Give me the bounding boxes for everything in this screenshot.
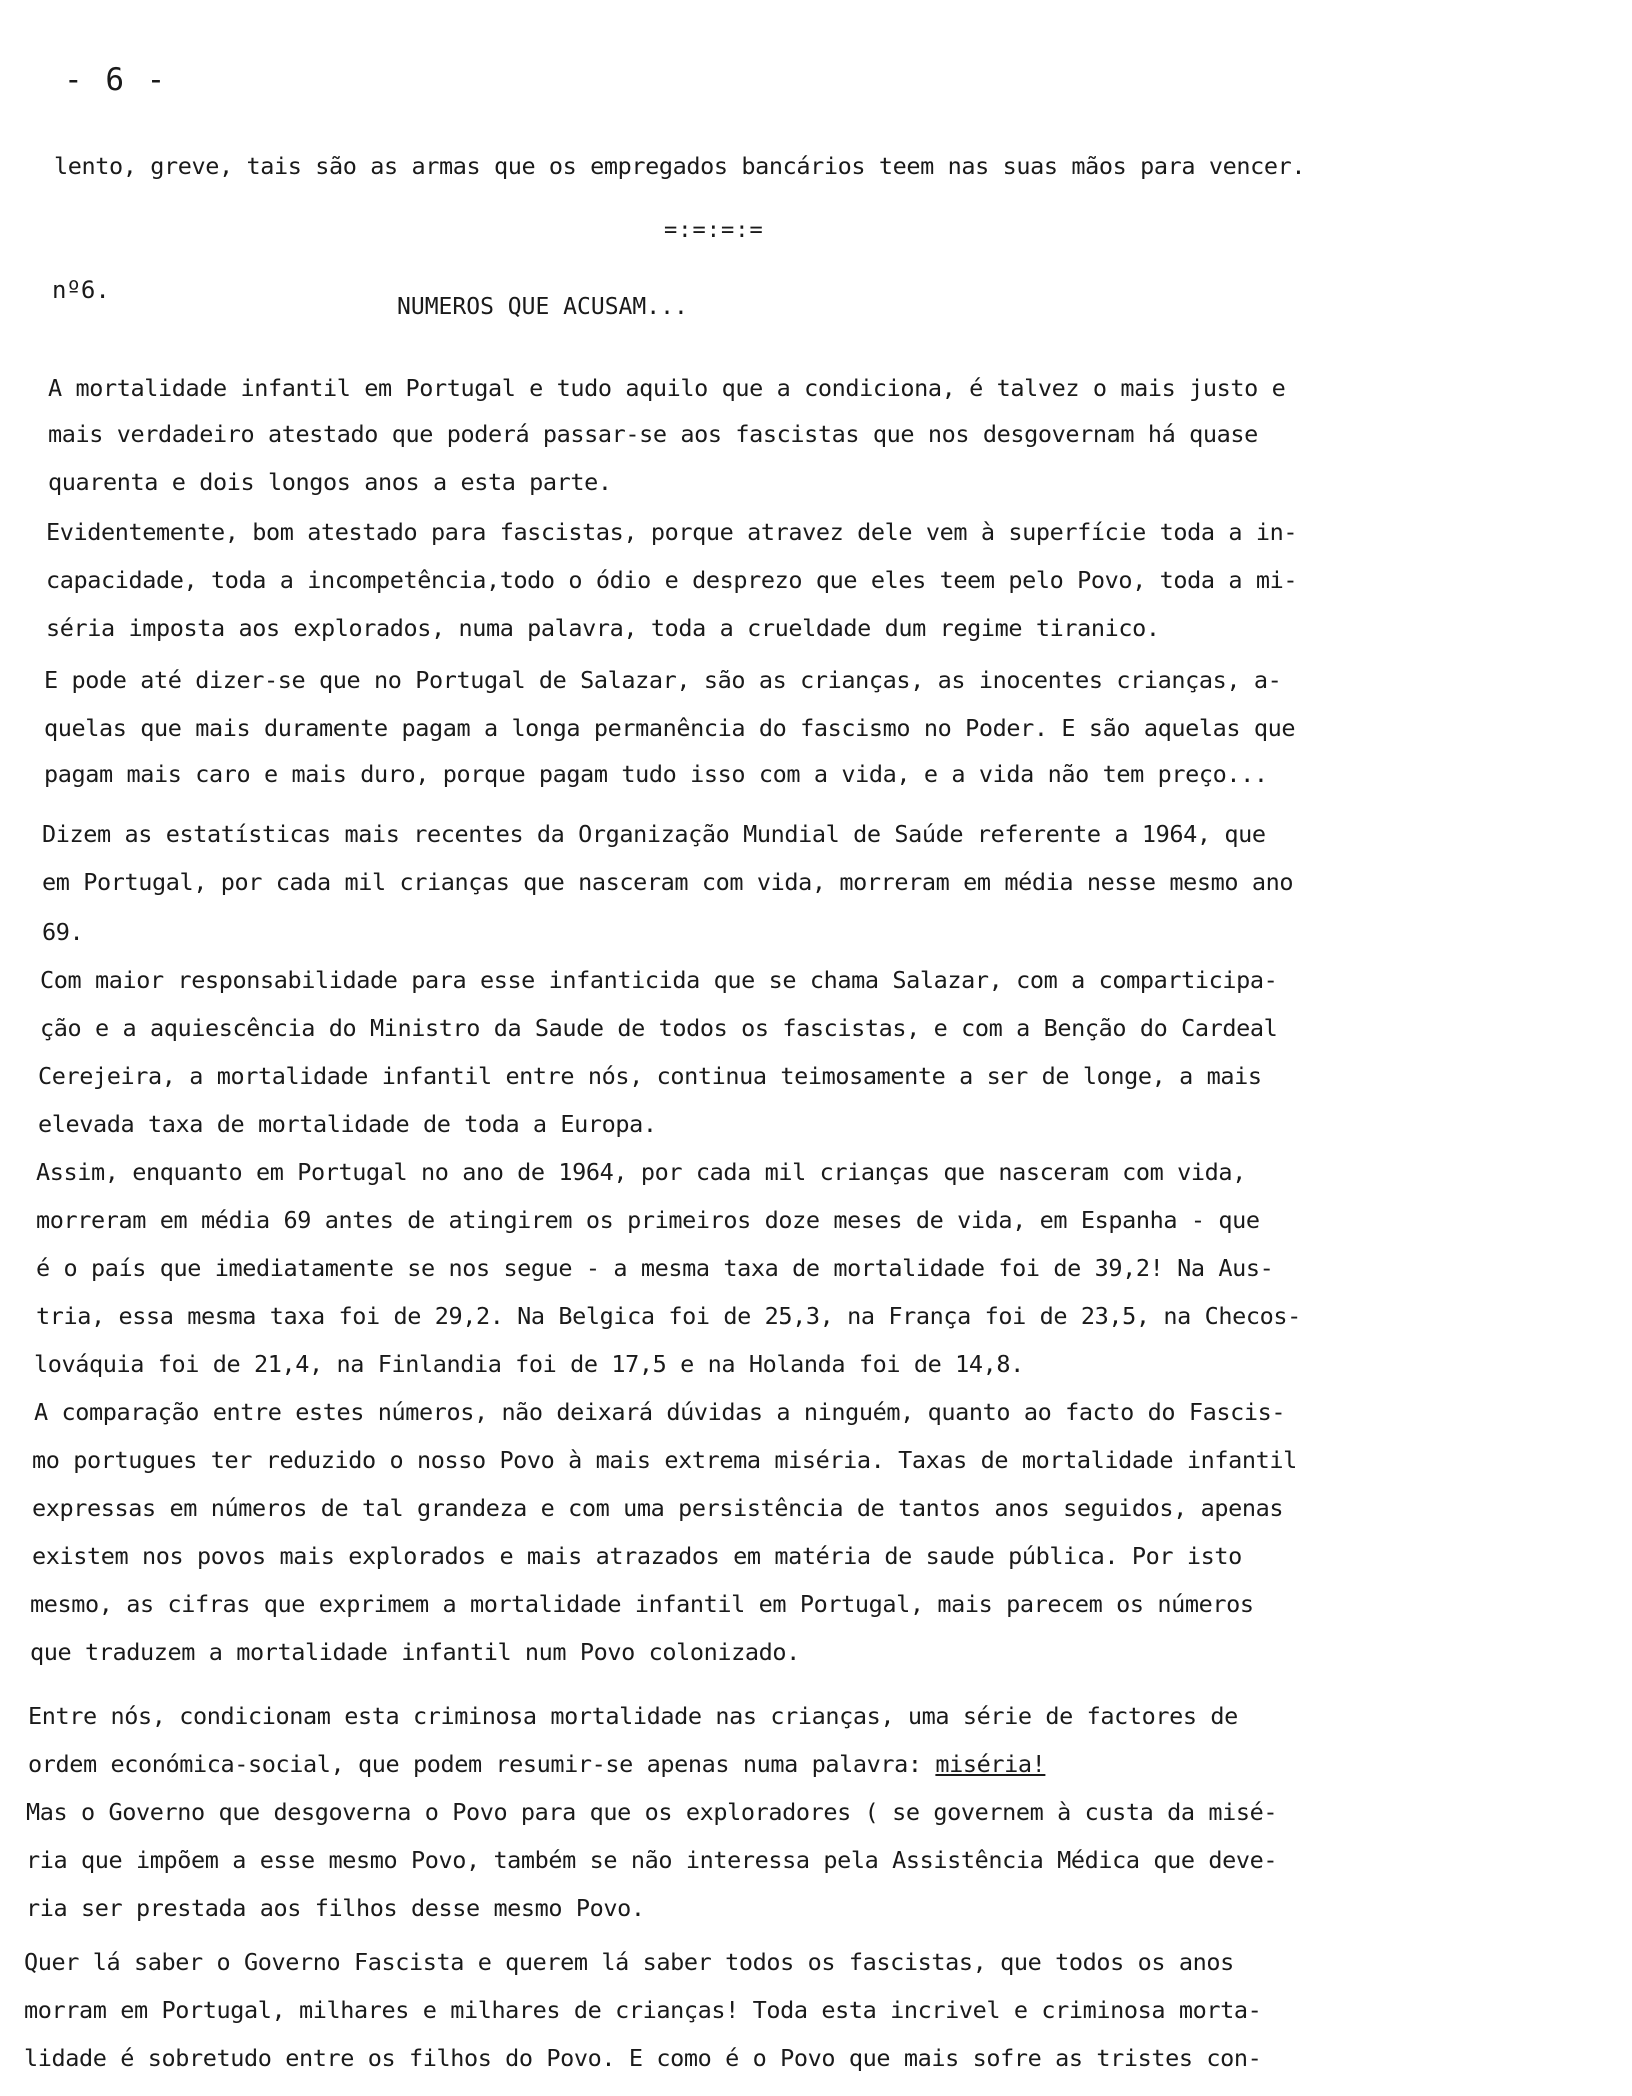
body-line: ria que impõem a esse mesmo Povo, também se não interessa pela Assistência Médica que deve- bbox=[26, 1846, 1278, 1874]
body-line: 69. bbox=[42, 918, 84, 946]
body-line: ção e a aquiescência do Ministro da Saude de todos os fascistas, e com a Benção do Cardeal bbox=[40, 1014, 1278, 1042]
underlined-word: miséria! bbox=[935, 1750, 1046, 1778]
body-line: Assim, enquanto em Portugal no ano de 1964, por cada mil crianças que nasceram com vida, bbox=[36, 1158, 1246, 1186]
section-separator: =:=:=:= bbox=[664, 218, 764, 243]
body-line-text: ordem económica-social, que podem resumir-se apenas numa palavra: bbox=[28, 1750, 936, 1778]
body-line: séria imposta aos explorados, numa palavra, toda a crueldade dum regime tiranico. bbox=[46, 614, 1160, 642]
body-line: E pode até dizer-se que no Portugal de Salazar, são as crianças, as inocentes crianças, a- bbox=[44, 666, 1282, 694]
article-number: nº6. bbox=[52, 276, 110, 304]
body-line: Evidentemente, bom atestado para fascistas, porque atravez dele vem à superfície toda a in- bbox=[46, 518, 1298, 546]
body-line: A mortalidade infantil em Portugal e tudo aquilo que a condiciona, é talvez o mais justo e bbox=[48, 374, 1286, 402]
body-line: ria ser prestada aos filhos desse mesmo Povo. bbox=[26, 1894, 645, 1922]
body-line: Entre nós, condicionam esta criminosa mortalidade nas crianças, uma série de factores de bbox=[28, 1702, 1238, 1730]
body-line: existem nos povos mais explorados e mais atrazados em matéria de saude pública. Por isto bbox=[32, 1542, 1242, 1570]
body-line: quelas que mais duramente pagam a longa permanência do fascismo no Poder. E são aquelas que bbox=[44, 714, 1296, 742]
body-line: elevada taxa de mortalidade de toda a Europa. bbox=[38, 1110, 657, 1138]
body-line: mais verdadeiro atestado que poderá passar-se aos fascistas que nos desgovernam há quase bbox=[48, 420, 1258, 448]
body-line: pagam mais caro e mais duro, porque pagam tudo isso com a vida, e a vida não tem preço... bbox=[44, 760, 1268, 788]
body-line: morreram em média 69 antes de atingirem os primeiros doze meses de vida, em Espanha - que bbox=[36, 1206, 1260, 1234]
article-title: NUMEROS QUE ACUSAM... bbox=[397, 294, 688, 320]
body-line: é o país que imediatamente se nos segue - a mesma taxa de mortalidade foi de 39,2! Na Aus- bbox=[36, 1254, 1274, 1282]
body-line: em Portugal, por cada mil crianças que nasceram com vida, morreram em média nesse mesmo ano bbox=[42, 868, 1294, 896]
body-line: Mas o Governo que desgoverna o Povo para que os exploradores ( se governem à custa da misé- bbox=[26, 1798, 1278, 1826]
body-line: quarenta e dois longos anos a esta parte. bbox=[48, 468, 612, 496]
body-line: lidade é sobretudo entre os filhos do Povo. E como é o Povo que mais sofre as tristes con- bbox=[24, 2044, 1262, 2072]
body-line-with-emphasis bbox=[28, 1750, 1045, 1778]
body-line: lováquia foi de 21,4, na Finlandia foi de 17,5 e na Holanda foi de 14,8. bbox=[34, 1350, 1024, 1378]
intro-line: lento, greve, tais são as armas que os empregados bancários teem nas suas mãos para vencer. bbox=[54, 152, 1306, 180]
body-line: morram em Portugal, milhares e milhares de crianças! Toda esta incrivel e criminosa morta- bbox=[24, 1996, 1262, 2024]
body-line: capacidade, toda a incompetência,todo o ódio e desprezo que eles teem pelo Povo, toda a mi- bbox=[46, 566, 1298, 594]
body-line: mesmo, as cifras que exprimem a mortalidade infantil em Portugal, mais parecem os números bbox=[30, 1590, 1254, 1618]
body-line: que traduzem a mortalidade infantil num Povo colonizado. bbox=[30, 1638, 800, 1666]
page-number: - 6 - bbox=[64, 62, 168, 98]
body-line: expressas em números de tal grandeza e com uma persistência de tantos anos seguidos, apenas bbox=[32, 1494, 1284, 1522]
body-line: tria, essa mesma taxa foi de 29,2. Na Belgica foi de 25,3, na França foi de 23,5, na Checos- bbox=[36, 1302, 1301, 1330]
body-line: Dizem as estatísticas mais recentes da Organização Mundial de Saúde referente a 1964, que bbox=[42, 820, 1266, 848]
body-line: Quer lá saber o Governo Fascista e querem lá saber todos os fascistas, que todos os anos bbox=[24, 1948, 1234, 1976]
body-line: A comparação entre estes números, não deixará dúvidas a ninguém, quanto ao facto do Fascis- bbox=[34, 1398, 1286, 1426]
body-line: mo portugues ter reduzido o nosso Povo à mais extrema miséria. Taxas de mortalidade infantil bbox=[32, 1446, 1297, 1474]
body-line: Com maior responsabilidade para esse infanticida que se chama Salazar, com a comparticipa- bbox=[40, 966, 1278, 994]
body-line: Cerejeira, a mortalidade infantil entre nós, continua teimosamente a ser de longe, a mais bbox=[38, 1062, 1262, 1090]
